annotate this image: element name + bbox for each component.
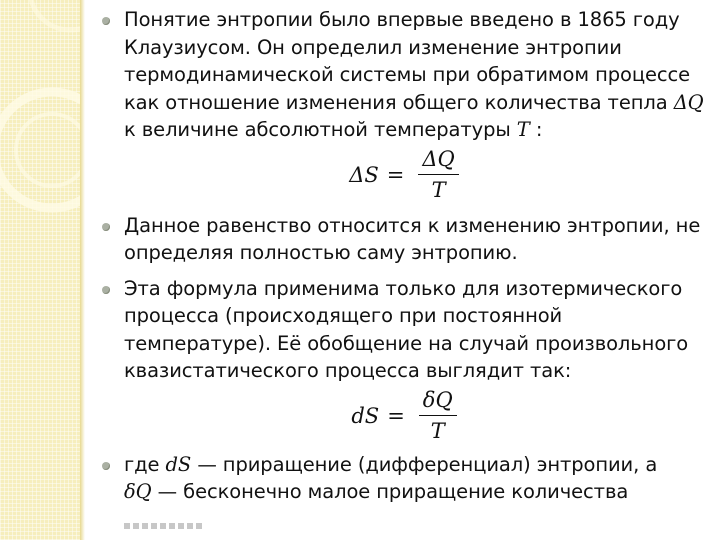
- bullet-1-line-4-text: как отношение изменения общего количества тепла: [124, 90, 668, 114]
- bullet-1-line-4: [124, 89, 710, 117]
- bullet-4-where: где: [124, 452, 160, 476]
- formula-fraction: [418, 147, 458, 202]
- bullet-1-line-3: термодинамической системы при обратимом процессе: [124, 63, 691, 86]
- bullet-4-line-2: [124, 478, 710, 506]
- bullet-item-2: [98, 212, 710, 267]
- formula-numerator: ΔQ: [418, 147, 458, 175]
- bullet-icon: [102, 17, 110, 25]
- math-T: T: [516, 118, 530, 141]
- bullet-4-line-1: [124, 451, 710, 479]
- formula-denominator: T: [431, 178, 446, 202]
- bullet-1-line-1: Понятие энтропии было впервые введено в 1865 году: [124, 8, 680, 31]
- bullet-icon: [102, 223, 110, 231]
- bullet-1-line-5-colon: :: [535, 118, 543, 141]
- formula2-numerator: δQ: [419, 388, 457, 416]
- bullet-item-1: [98, 6, 710, 144]
- bullet-4-line-2-text: — бесконечно малое приращение количества: [157, 480, 629, 503]
- formula-entropy-change: [98, 144, 710, 206]
- math-dS: dS: [165, 452, 192, 476]
- bullet-icon: [102, 462, 110, 470]
- bullet-item-4: [98, 451, 710, 506]
- bullet-3-line-3: температуре). Её обобщение на случай произвольного: [124, 331, 689, 355]
- bullet-1-line-5: [124, 116, 710, 144]
- formula2-equals: =: [387, 403, 405, 428]
- slide-body: [98, 6, 710, 506]
- decorative-sidebar: [0, 0, 80, 540]
- bullet-1-line-2: Клаузиусом. Он определил изменение энтропии: [124, 35, 622, 59]
- sidebar-divider: [80, 0, 85, 540]
- formula2-lhs: dS: [351, 403, 380, 428]
- formula2-fraction: [419, 388, 457, 443]
- bullet-2-line-2: определяя полностью саму энтропию.: [124, 241, 518, 264]
- math-delta-Q: ΔQ: [673, 90, 704, 114]
- bullet-item-3: [98, 275, 710, 385]
- bullet-4-line-1-text: — приращение (дифференциал) энтропии, а: [197, 452, 658, 476]
- formula-entropy-differential: [98, 385, 710, 447]
- bullet-3-line-2: процесса (происходящего при постоянной: [124, 304, 563, 327]
- bullet-1-line-5-text: к величине абсолютной температуры: [124, 118, 511, 141]
- decorative-rings-icon: [0, 0, 80, 540]
- bullet-3-line-1: Эта формула применима только для изотермического: [124, 276, 683, 300]
- formula-equals: =: [386, 162, 405, 187]
- bullet-icon: [102, 286, 110, 294]
- bullet-3-line-4: квазистатического процесса выглядит так:: [124, 359, 572, 382]
- formula2-denominator: T: [430, 419, 445, 443]
- formula-lhs: ΔS: [349, 162, 379, 187]
- bullet-2-line-1: Данное равенство относится к изменению энтропии, не: [124, 213, 701, 237]
- math-deltaQ: δQ: [124, 480, 152, 503]
- truncated-text-fragment: [124, 523, 204, 529]
